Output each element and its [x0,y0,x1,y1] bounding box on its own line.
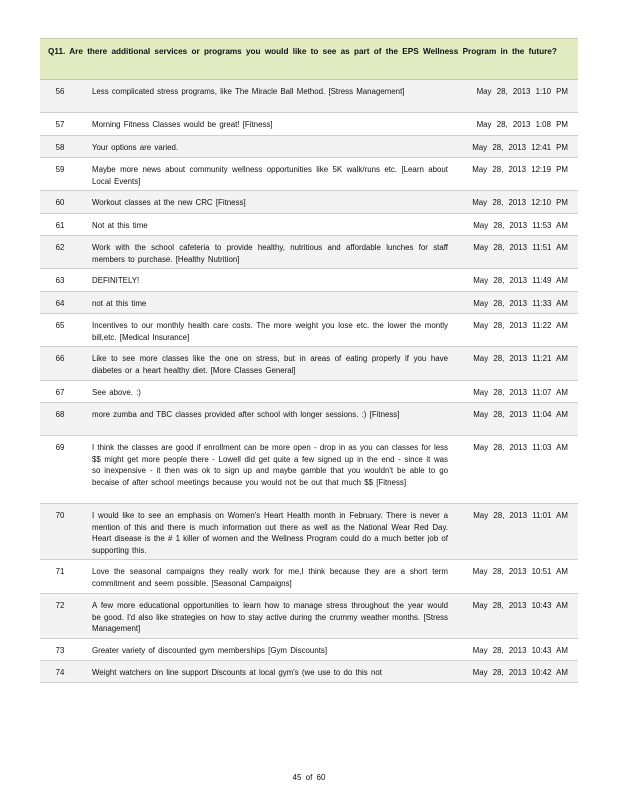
table-row [40,191,578,214]
response-date: May 28, 2013 1:10 PM [476,87,568,96]
row-number: 56 [55,87,65,96]
response-text: Love the seasonal campaigns they really work for me,I think because they are a short term commitment and seem possible. [Seasonal Campaigns] [92,567,448,588]
response-date: May 28, 2013 11:03 AM [473,443,568,452]
response-text: DEFINITELY! [92,276,140,285]
response-date: May 28, 2013 11:21 AM [473,354,568,363]
row-number: 72 [55,601,65,610]
table-row [40,269,578,292]
response-text: I think the classes are good if enrollment can be more open - drop in as you can classes for less $$ might get more people there - Lowell did get quite a few signed up in the end - since it was so inexpensive - it then was ok to sign up and maybe gamble that you wouldn't be able to go becaise of after school meetings because you would not be out that much $$ [Fitness] [92,443,448,487]
row-number: 66 [55,354,65,363]
response-text: Morning Fitness Classes would be great! [Fitness] [92,120,273,129]
table-row [40,292,578,314]
row-number: 65 [55,321,65,330]
response-date: May 28, 2013 11:07 AM [473,388,568,397]
row-number: 61 [55,221,65,230]
response-rows [40,80,578,683]
row-number: 64 [55,299,65,308]
table-row [40,136,578,158]
table-row [40,158,578,191]
row-number: 69 [55,443,65,452]
row-number: 58 [55,143,65,152]
row-number: 63 [55,276,65,285]
row-number: 62 [55,243,65,252]
table-row [40,436,578,504]
table-row [40,236,578,269]
response-date: May 28, 2013 11:53 AM [473,221,568,230]
row-number: 67 [55,388,65,397]
table-row [40,347,578,381]
response-date: May 28, 2013 10:51 AM [472,567,568,576]
response-text: Incentives to our monthly health care costs. The more weight you lose etc. the lower the montly bill,etc. [Medical Insurance] [92,321,448,342]
table-row [40,80,578,113]
table-row [40,314,578,347]
table-row [40,381,578,403]
row-number: 74 [55,668,65,677]
response-text: Work with the school cafeteria to provide healthy, nutritious and affordable lunches for staff members to purchase. [Healthy Nutrition] [92,243,448,264]
response-date: May 28, 2013 11:22 AM [473,321,568,330]
response-text: Not at this time [92,221,148,230]
table-row [40,113,578,136]
response-text: See above. :) [92,388,141,397]
response-text: Your options are varied. [92,143,179,152]
table-row [40,594,578,639]
row-number: 57 [55,120,65,129]
response-text: Workout classes at the new CRC [Fitness] [92,198,246,207]
table-row [40,504,578,560]
response-date: May 28, 2013 12:10 PM [472,198,568,207]
table-row [40,661,578,683]
row-number: 60 [55,198,65,207]
row-number: 70 [55,511,65,520]
response-text: more zumba and TBC classes provided after school with longer sessions. :) [Fitness] [92,410,400,419]
page-number: 45 of 60 [292,773,326,782]
response-date: May 28, 2013 12:41 PM [472,143,568,152]
responses-table [40,38,578,683]
response-text: Greater variety of discounted gym memberships [Gym Discounts] [92,646,328,655]
row-number: 73 [55,646,65,655]
row-number: 71 [55,567,65,576]
response-date: May 28, 2013 11:04 AM [473,410,568,419]
response-text: not at this time [92,299,147,308]
response-text: Weight watchers on line support Discounts at local gym's (we use to do this not [92,668,382,677]
question-header: Q11. Are there additional services or programs you would like to see as part of the EPS Wellness Program in the future? [40,38,578,80]
response-date: May 28, 2013 11:49 AM [473,276,568,285]
table-row [40,639,578,661]
row-number: 59 [55,165,65,174]
response-text: I would like to see an emphasis on Women's Heart Health month in February. There is never a mention of this and there is much information out there as well as the National Wear Red Day. Heart disease is the # 1 killer of women and the Wellness Program could do a much better job of supporting this. [92,511,448,555]
response-date: May 28, 2013 10:43 AM [472,601,568,610]
response-text: Maybe more news about community wellness opportunities like 5K walk/runs etc. [Learn about Local Events] [92,165,448,186]
response-date: May 28, 2013 11:51 AM [473,243,568,252]
table-row [40,560,578,594]
response-date: May 28, 2013 11:01 AM [473,511,568,520]
table-row [40,214,578,236]
response-text: A few more educational opportunities to learn how to manage stress throughout the year would be good. I'd also like strategies on how to stay active during the crummy weather months. [Stress Management] [92,601,448,633]
response-date: May 28, 2013 11:33 AM [473,299,568,308]
table-row [40,403,578,436]
response-date: May 28, 2013 10:43 AM [472,646,568,655]
response-text: Like to see more classes like the one on stress, but in areas of eating properly if you have diabetes or a heart healthy diet. [More Classes General] [92,354,448,375]
response-date: May 28, 2013 10:42 AM [472,668,568,677]
response-date: May 28, 2013 12:19 PM [472,165,568,174]
row-number: 68 [55,410,65,419]
response-text: Less complicated stress programs, like The Miracle Ball Method. [Stress Management] [92,87,405,96]
response-date: May 28, 2013 1:08 PM [476,120,568,129]
